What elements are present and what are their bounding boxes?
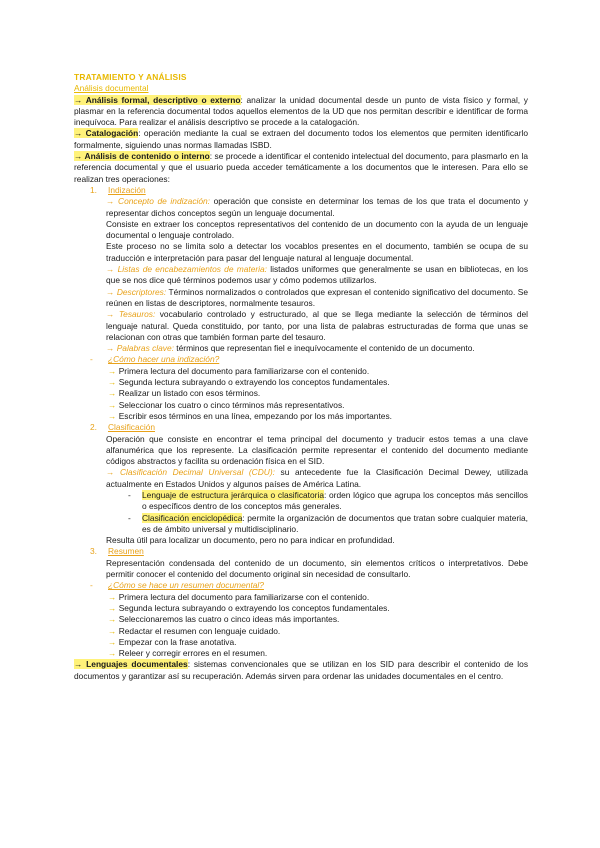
listas-encabezamientos: → Listas de encabezamientos de materia: listados uniformes que generalmente se usan en bibliotecas, en los que se nos dice qué términos podemos usar y cómo podemos utilizarlos. (106, 264, 529, 286)
arrow-icon: → (108, 365, 117, 376)
arrow-icon: → (74, 94, 83, 105)
arrow-icon: → (108, 602, 117, 613)
list-item: → Escribir esos términos en una línea, empezando por los más importantes. (108, 410, 392, 421)
arrow-icon: → (106, 196, 115, 207)
tesauros: → Tesauros: vocabulario controlado y estructurado, al que se llega mediante la selección de términos del lenguaje natural. Queda constituido, por tanto, por una lista de palabras estructuradas de forma que unas se relacionan con otras que también forman parte del tesauro. (106, 309, 529, 342)
clasificacion-operacion: Operación que consiste en encontrar el tema principal del documento y traducir estos temas a una clave alfanumérica que los represente. La clasificación permite representar el contenido del documento mediante códigos abstractos y facilita su ordenación física en el SID. (106, 433, 528, 467)
paragraph-catalogacion: → Catalogación: operación mediante la cual se extraen del documento todos los elementos que permiten identificarlo formalmente, siguiendo unas normas llamadas ISBD. (74, 128, 528, 150)
arrow-icon: → (106, 467, 115, 478)
heading-como-resumen: - ¿Cómo se hace un resumen documental? (90, 580, 264, 591)
clasificacion-util: Resulta útil para localizar un documento, pero no para indicar en profundidad. (106, 535, 395, 546)
arrow-icon: → (74, 151, 83, 162)
section-subtitle: Análisis documental (74, 83, 149, 94)
arrow-icon: → (108, 648, 117, 659)
arrow-icon: → (108, 636, 117, 647)
term-catalogacion: → Catalogación (74, 128, 139, 139)
heading-como-indizacion: - ¿Cómo hacer una indización? (90, 354, 220, 365)
list-item: → Redactar el resumen con lenguaje cuidado. (108, 625, 281, 636)
descriptores: → Descriptores: Términos normalizados o controlados que expresan el contenido significativo del documento. Se reúnen en listas de descriptores, normalmente tesauros. (106, 286, 528, 308)
arrow-icon: → (106, 343, 115, 354)
arrow-icon: → (106, 286, 115, 297)
arrow-icon: → (108, 377, 117, 388)
list-item: → Realizar un listado con esos términos. (108, 388, 261, 399)
arrow-icon: → (106, 264, 115, 275)
arrow-icon: → (108, 399, 117, 410)
list-item: → Primera lectura del documento para familiarizarse con el contenido. (108, 365, 370, 376)
indizacion-consiste: Consiste en extraer los conceptos representativos del contenido de un documento con la ayuda de un lenguaje documental o lenguaje controlado. (106, 218, 528, 241)
heading-resumen: 3. Resumen (90, 546, 144, 557)
list-item: → Seleccionar los cuatro o cinco términos más representativos. (108, 399, 345, 410)
paragraph-lenguajes-documentales: → Lenguajes documentales: sistemas convencionales que se utilizan en los SID para describir el contenido de los documentos y garantizar así su recuperación. Además sirven para ordenar las unidades documentales en el centro. (74, 659, 529, 681)
bullet-lenguaje-jerarquico: - Lenguaje de estructura jerárquica o clasificatoria: orden lógico que agrupa los conceptos más sencillos o específicos dentro de los conceptos más generales. (128, 489, 528, 512)
list-item: → Seleccionaremos las cuatro o cinco ideas más importantes. (108, 614, 340, 625)
heading-indizacion: 1. Indización (90, 184, 146, 195)
document-body (74, 72, 528, 682)
arrow-icon: → (106, 309, 115, 320)
list-item: → Releer y corregir errores en el resumen. (108, 648, 268, 659)
document-title: TRATAMIENTO Y ANÁLISIS (74, 72, 187, 82)
term-analisis-formal: → Análisis formal, descriptivo o externo (74, 94, 241, 105)
arrow-icon: → (108, 388, 117, 399)
term-lenguajes-documentales: → Lenguajes documentales (74, 659, 188, 670)
arrow-icon: → (108, 410, 117, 421)
arrow-icon: → (108, 625, 117, 636)
term-analisis-contenido: → Análisis de contenido o interno (74, 151, 210, 162)
arrow-icon: → (108, 614, 117, 625)
heading-clasificacion: 2. Clasificación (90, 422, 156, 433)
palabras-clave: → Palabras clave: términos que representan fiel e inequívocamente el contenido de un documento. (106, 343, 475, 354)
bullet-clasificacion-enciclopedica: - Clasificación enciclopédica: permite la organización de documentos que tratan sobre cualquier materia, es de ámbito universal y multidisciplinario. (128, 512, 528, 534)
list-item: → Segunda lectura subrayando o extrayendo los conceptos fundamentales. (108, 377, 390, 388)
list-item: → Primera lectura del documento para familiarizarse con el contenido. (108, 591, 370, 602)
list-item: → Empezar con la frase anotativa. (108, 636, 237, 647)
arrow-icon: → (74, 128, 83, 139)
paragraph-analisis-contenido: → Análisis de contenido o interno: se procede a identificar el contenido intelectual del documento, para plasmarlo en la referencia documental y que el usuario pueda acceder temáticamente a los documentos que le interesen. Para ello se realizan tres operaciones: (74, 151, 528, 184)
clasificacion-cdu: → Clasificación Decimal Universal (CDU): su antecedente fue la Clasificación Decimal Dewey, utilizada actualmente en Estados Unidos y algunos países de América Latina. (106, 467, 529, 489)
concepto-indizacion: → Concepto de indización: operación que consiste en determinar los temas de los que trata el documento y representar dichos conceptos según un lenguaje documental. (106, 196, 529, 218)
arrow-icon: → (74, 659, 83, 670)
arrow-icon: → (108, 591, 117, 602)
indizacion-proceso: Este proceso no se limita solo a detectar los vocablos presentes en el documento, también se ocupa de su traducción e interpretación para pasar del lenguaje natural al lenguaje documental. (106, 241, 528, 263)
paragraph-analisis-formal: → Análisis formal, descriptivo o externo: analizar la unidad documental desde un punto de vista físico y formal, y plasmar en la referencia documental todos aquellos elementos de la UD que nos permitan describir e identificar de forma inequívoca. Para realizar el análisis descriptivo se procede a la catalogación. (74, 94, 528, 128)
list-item: → Segunda lectura subrayando o extrayendo los conceptos fundamentales. (108, 602, 390, 613)
resumen-definicion: Representación condensada del contenido de un documento, sin elementos críticos o interpretativos. Debe permitir conocer el contenido del documento original sin necesidad de consultarlo. (106, 557, 528, 580)
